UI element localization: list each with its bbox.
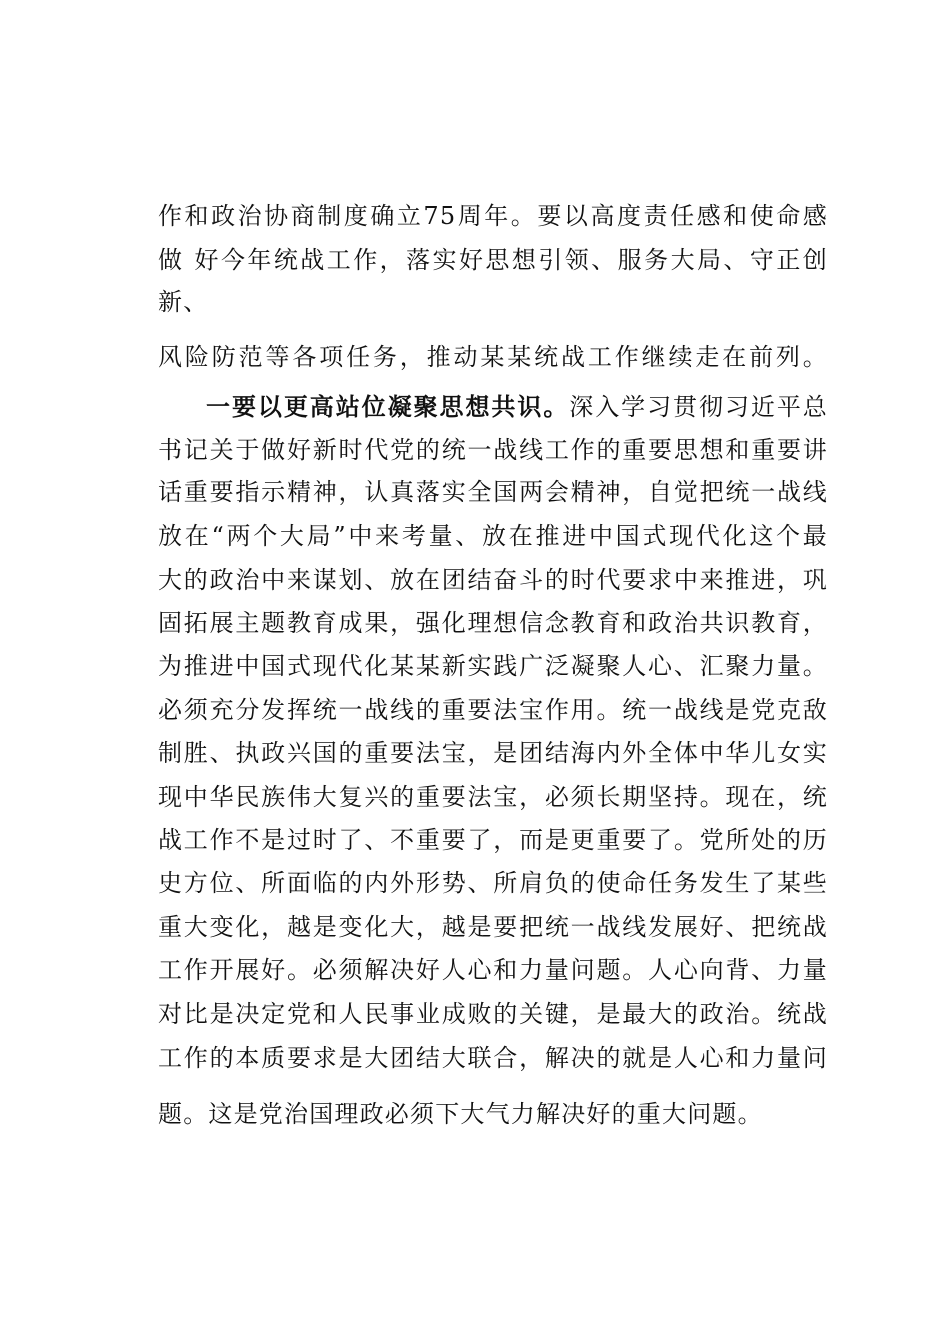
text-line: 放在“两个大局”中来考量、放在推进中国式现代化这个最 xyxy=(158,522,828,550)
text-line: 重大变化，越是变化大，越是要把统一战线发展好、把统战 xyxy=(158,913,828,941)
text-line: 史方位、所面临的内外形势、所肩负的使命任务发生了某些 xyxy=(158,869,828,897)
text-line: 大的政治中来谋划、放在团结奋斗的时代要求中来推进，巩 xyxy=(158,566,828,594)
text-line: 固拓展主题教育成果，强化理想信念教育和政治共识教育， xyxy=(158,609,828,637)
text-line: 书记关于做好新时代党的统一战线工作的重要思想和重要讲 xyxy=(158,436,828,464)
text-line: 新、 xyxy=(158,288,209,316)
text-line: 作和政治协商制度确立75周年。要以高度责任感和使命感 xyxy=(158,202,828,230)
text-line: 为推进中国式现代化某某新实践广泛凝聚人心、汇聚力量。 xyxy=(158,652,828,680)
section-heading: 一要以更高站位凝聚思想共识。 xyxy=(206,392,570,421)
text-line: 风险防范等各项任务，推动某某统战工作继续走在前列。 xyxy=(158,343,828,371)
text-line: 对比是决定党和人民事业成败的关键，是最大的政治。统战 xyxy=(158,1000,828,1028)
text-line: 制胜、执政兴国的重要法宝，是团结海内外全体中华儿女实 xyxy=(158,739,828,767)
text-line: 战工作不是过时了、不重要了，而是更重要了。党所处的历 xyxy=(158,826,828,854)
text-line: 做 好今年统战工作，落实好思想引领、服务大局、守正创 xyxy=(158,246,828,274)
section-first-line xyxy=(206,385,828,429)
text-line: 必须充分发挥统一战线的重要法宝作用。统一战线是党克敌 xyxy=(158,696,828,724)
text-line: 现中华民族伟大复兴的重要法宝，必须长期坚持。现在，统 xyxy=(158,783,828,811)
text-line: 题。这是党治国理政必须下大气力解决好的重大问题。 xyxy=(158,1100,763,1128)
text-line: 工作的本质要求是大团结大联合，解决的就是人心和力量问 xyxy=(158,1044,828,1072)
text-line: 话重要指示精神，认真落实全国两会精神，自觉把统一战线 xyxy=(158,478,828,506)
text-line: 工作开展好。必须解决好人心和力量问题。人心向背、力量 xyxy=(158,956,828,984)
section-first-line-text: 深入学习贯彻习近平总 xyxy=(569,393,828,421)
